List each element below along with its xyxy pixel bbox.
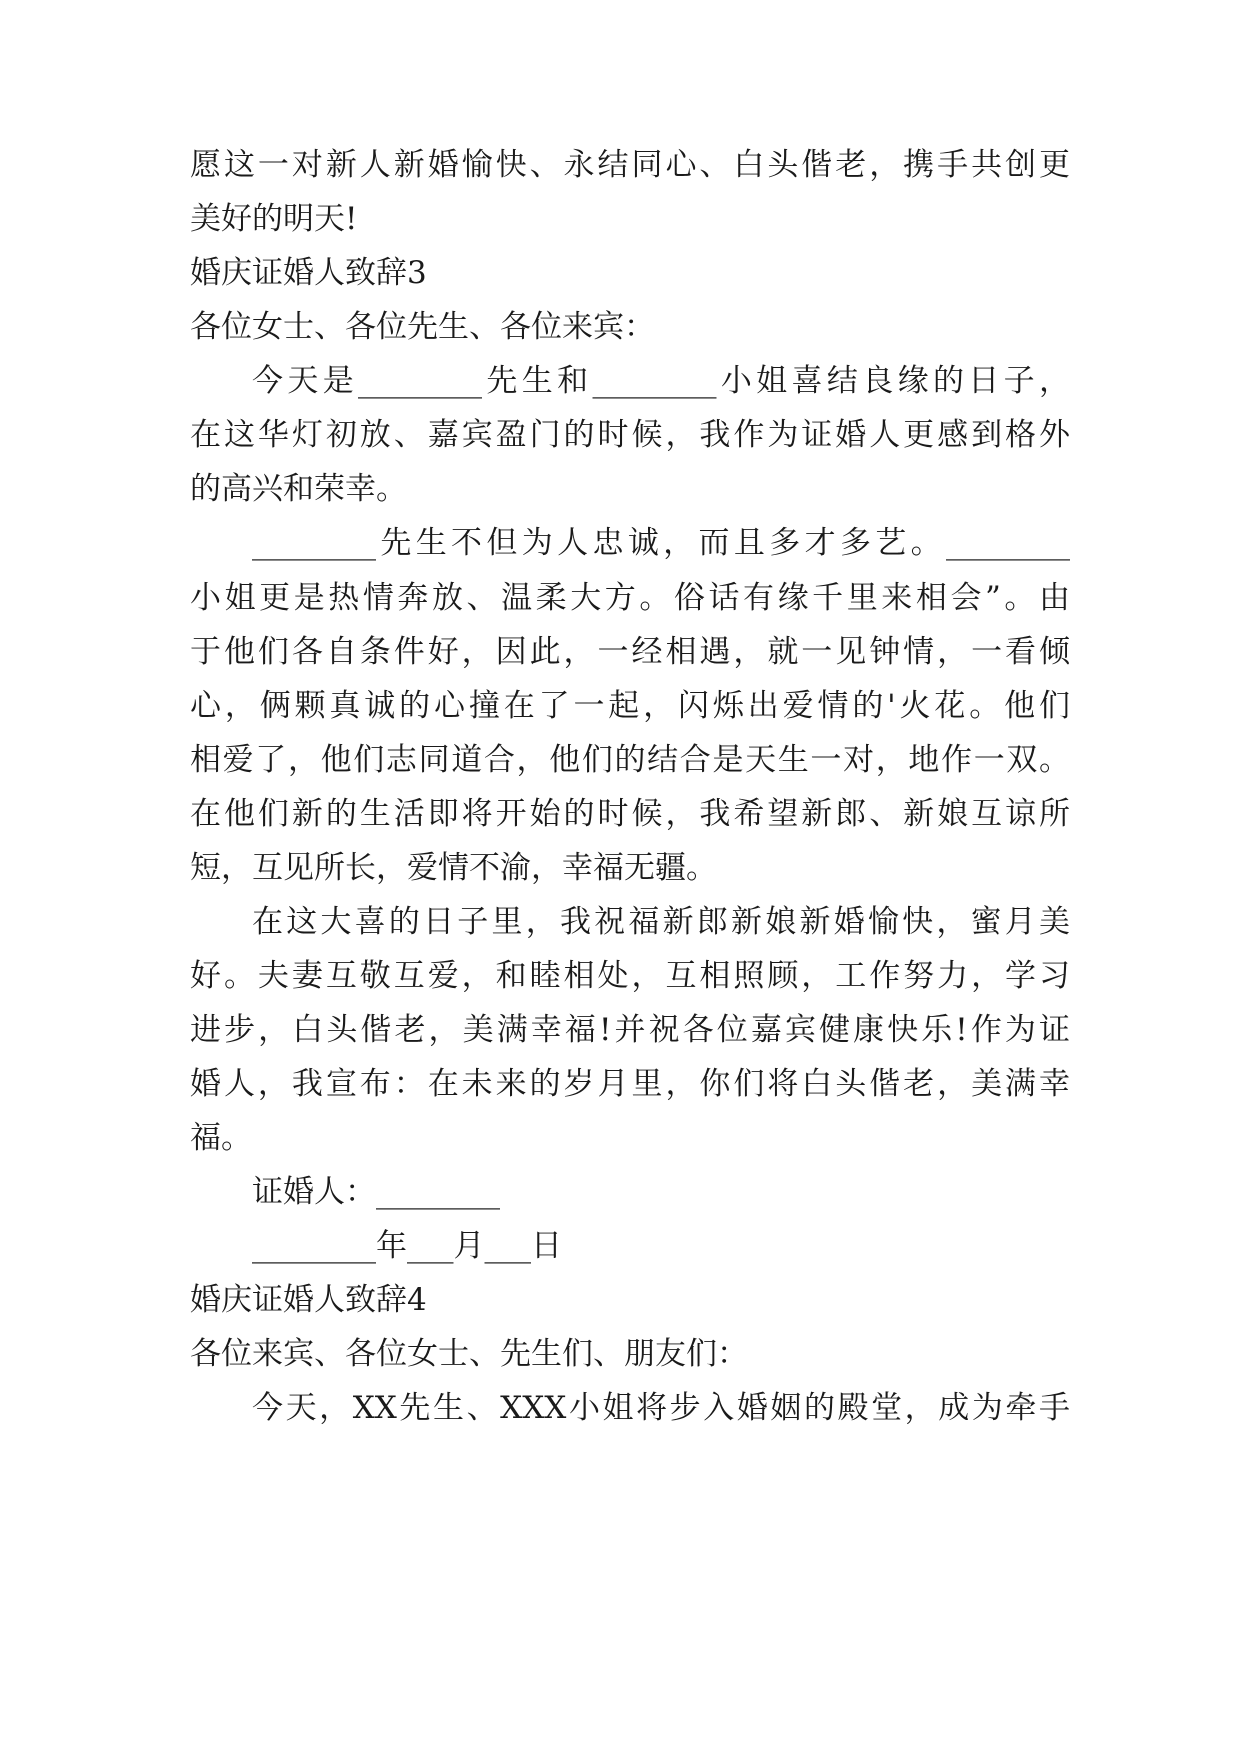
section-heading: 婚庆证婚人致辞4 [190,1282,427,1318]
section-heading: 婚庆证婚人致辞3 [190,255,427,291]
date-line: ________年___月___日 [252,1228,562,1264]
text-line: 美好的明天! [190,201,358,237]
text-line: 好。夫妻互敬互爱，和睦相处，互相照顾，工作努力，学习 [190,958,1070,994]
text-line: 心，俩颗真诚的心撞在了一起，闪烁出爱情的'火花。他们 [190,688,1070,724]
salutation: 各位女士、各位先生、各位来宾： [190,309,655,345]
text-line: 婚人，我宣布：在未来的岁月里，你们将白头偕老，美满幸 [190,1066,1070,1102]
text-line: 今天，XX先生、XXX小姐将步入婚姻的殿堂，成为牵手 [252,1390,1070,1426]
salutation: 各位来宾、各位女士、先生们、朋友们： [190,1336,748,1372]
text-line: 愿这一对新人新婚愉快、永结同心、白头偕老，携手共创更 [190,147,1070,183]
text-line: 在这华灯初放、嘉宾盈门的时候，我作为证婚人更感到格外 [190,417,1070,453]
text-line: 进步，白头偕老，美满幸福!并祝各位嘉宾健康快乐!作为证 [190,1012,1070,1048]
text-line: 相爱了，他们志同道合，他们的结合是天生一对，地作一双。 [190,742,1070,778]
text-line: 今天是________先生和________小姐喜结良缘的日子， [252,363,1070,399]
text-line: 的高兴和荣幸。 [190,471,407,507]
text-line: 在他们新的生活即将开始的时候，我希望新郎、新娘互谅所 [190,796,1070,832]
text-line: 小姐更是热情奔放、温柔大方。俗话有缘千里来相会”。由 [190,580,1070,616]
text-line: 短，互见所长，爱情不渝，幸福无疆。 [190,850,717,886]
text-line: 福。 [190,1120,252,1156]
signature-line: 证婚人：________ [252,1174,500,1210]
text-line: 在这大喜的日子里，我祝福新郎新娘新婚愉快，蜜月美 [252,904,1070,940]
text-line: 于他们各自条件好，因此，一经相遇，就一见钟情，一看倾 [190,634,1070,670]
text-line: ________先生不但为人忠诚，而且多才多艺。________ [252,525,1070,561]
